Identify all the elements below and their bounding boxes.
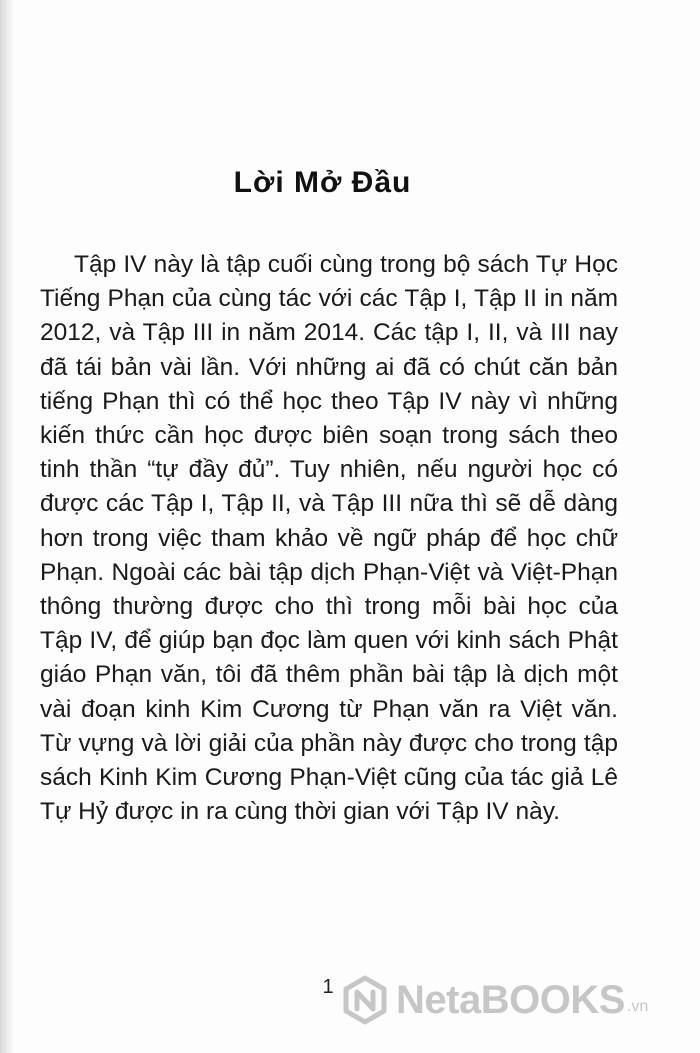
watermark [340,972,648,1028]
n-logo-icon [340,975,390,1025]
body-paragraph: Tập IV này là tập cuối cùng trong bộ sách Tự Học Tiếng Phạn của cùng tác với các Tập I, Tập II in năm 2012, và Tập III in năm 2014. Các tập I, II, và III nay đã tái bản vài lần. Với những ai đã có chút căn bản tiếng Phạn thì có thể học theo Tập IV này vì những kiến thức cần học được biên soạn trong sách theo tinh thần “tự đầy đủ”. Tuy nhiên, nếu người học có được các Tập I, Tập II, và Tập III nữa thì sẽ dễ dàng hơn trong việc tham khảo về ngữ pháp để học chữ Phạn. Ngoài các bài tập dịch Phạn-Việt và Việt-Phạn thông thường được cho thì trong mỗi bài học của Tập IV, để giúp bạn đọc làm quen với kinh sách Phật giáo Phạn văn, tôi đã thêm phần bài tập là dịch một vài đoạn kinh Kim Cương từ Phạn văn ra Việt văn. Từ vựng và lời giải của phần này được cho trong tập sách Kinh Kim Cương Phạn-Việt cũng của tác giả Lê Tự Hỷ được in ra cùng thời gian với Tập IV này. [40,251,618,826]
page-number: 1 [322,976,334,998]
page-gutter-shadow [0,0,14,1053]
page-title: Lời Mở Đầu [233,166,412,199]
watermark-brand: NetaBOOKS [396,977,625,1022]
watermark-suffix: .vn [626,998,649,1015]
